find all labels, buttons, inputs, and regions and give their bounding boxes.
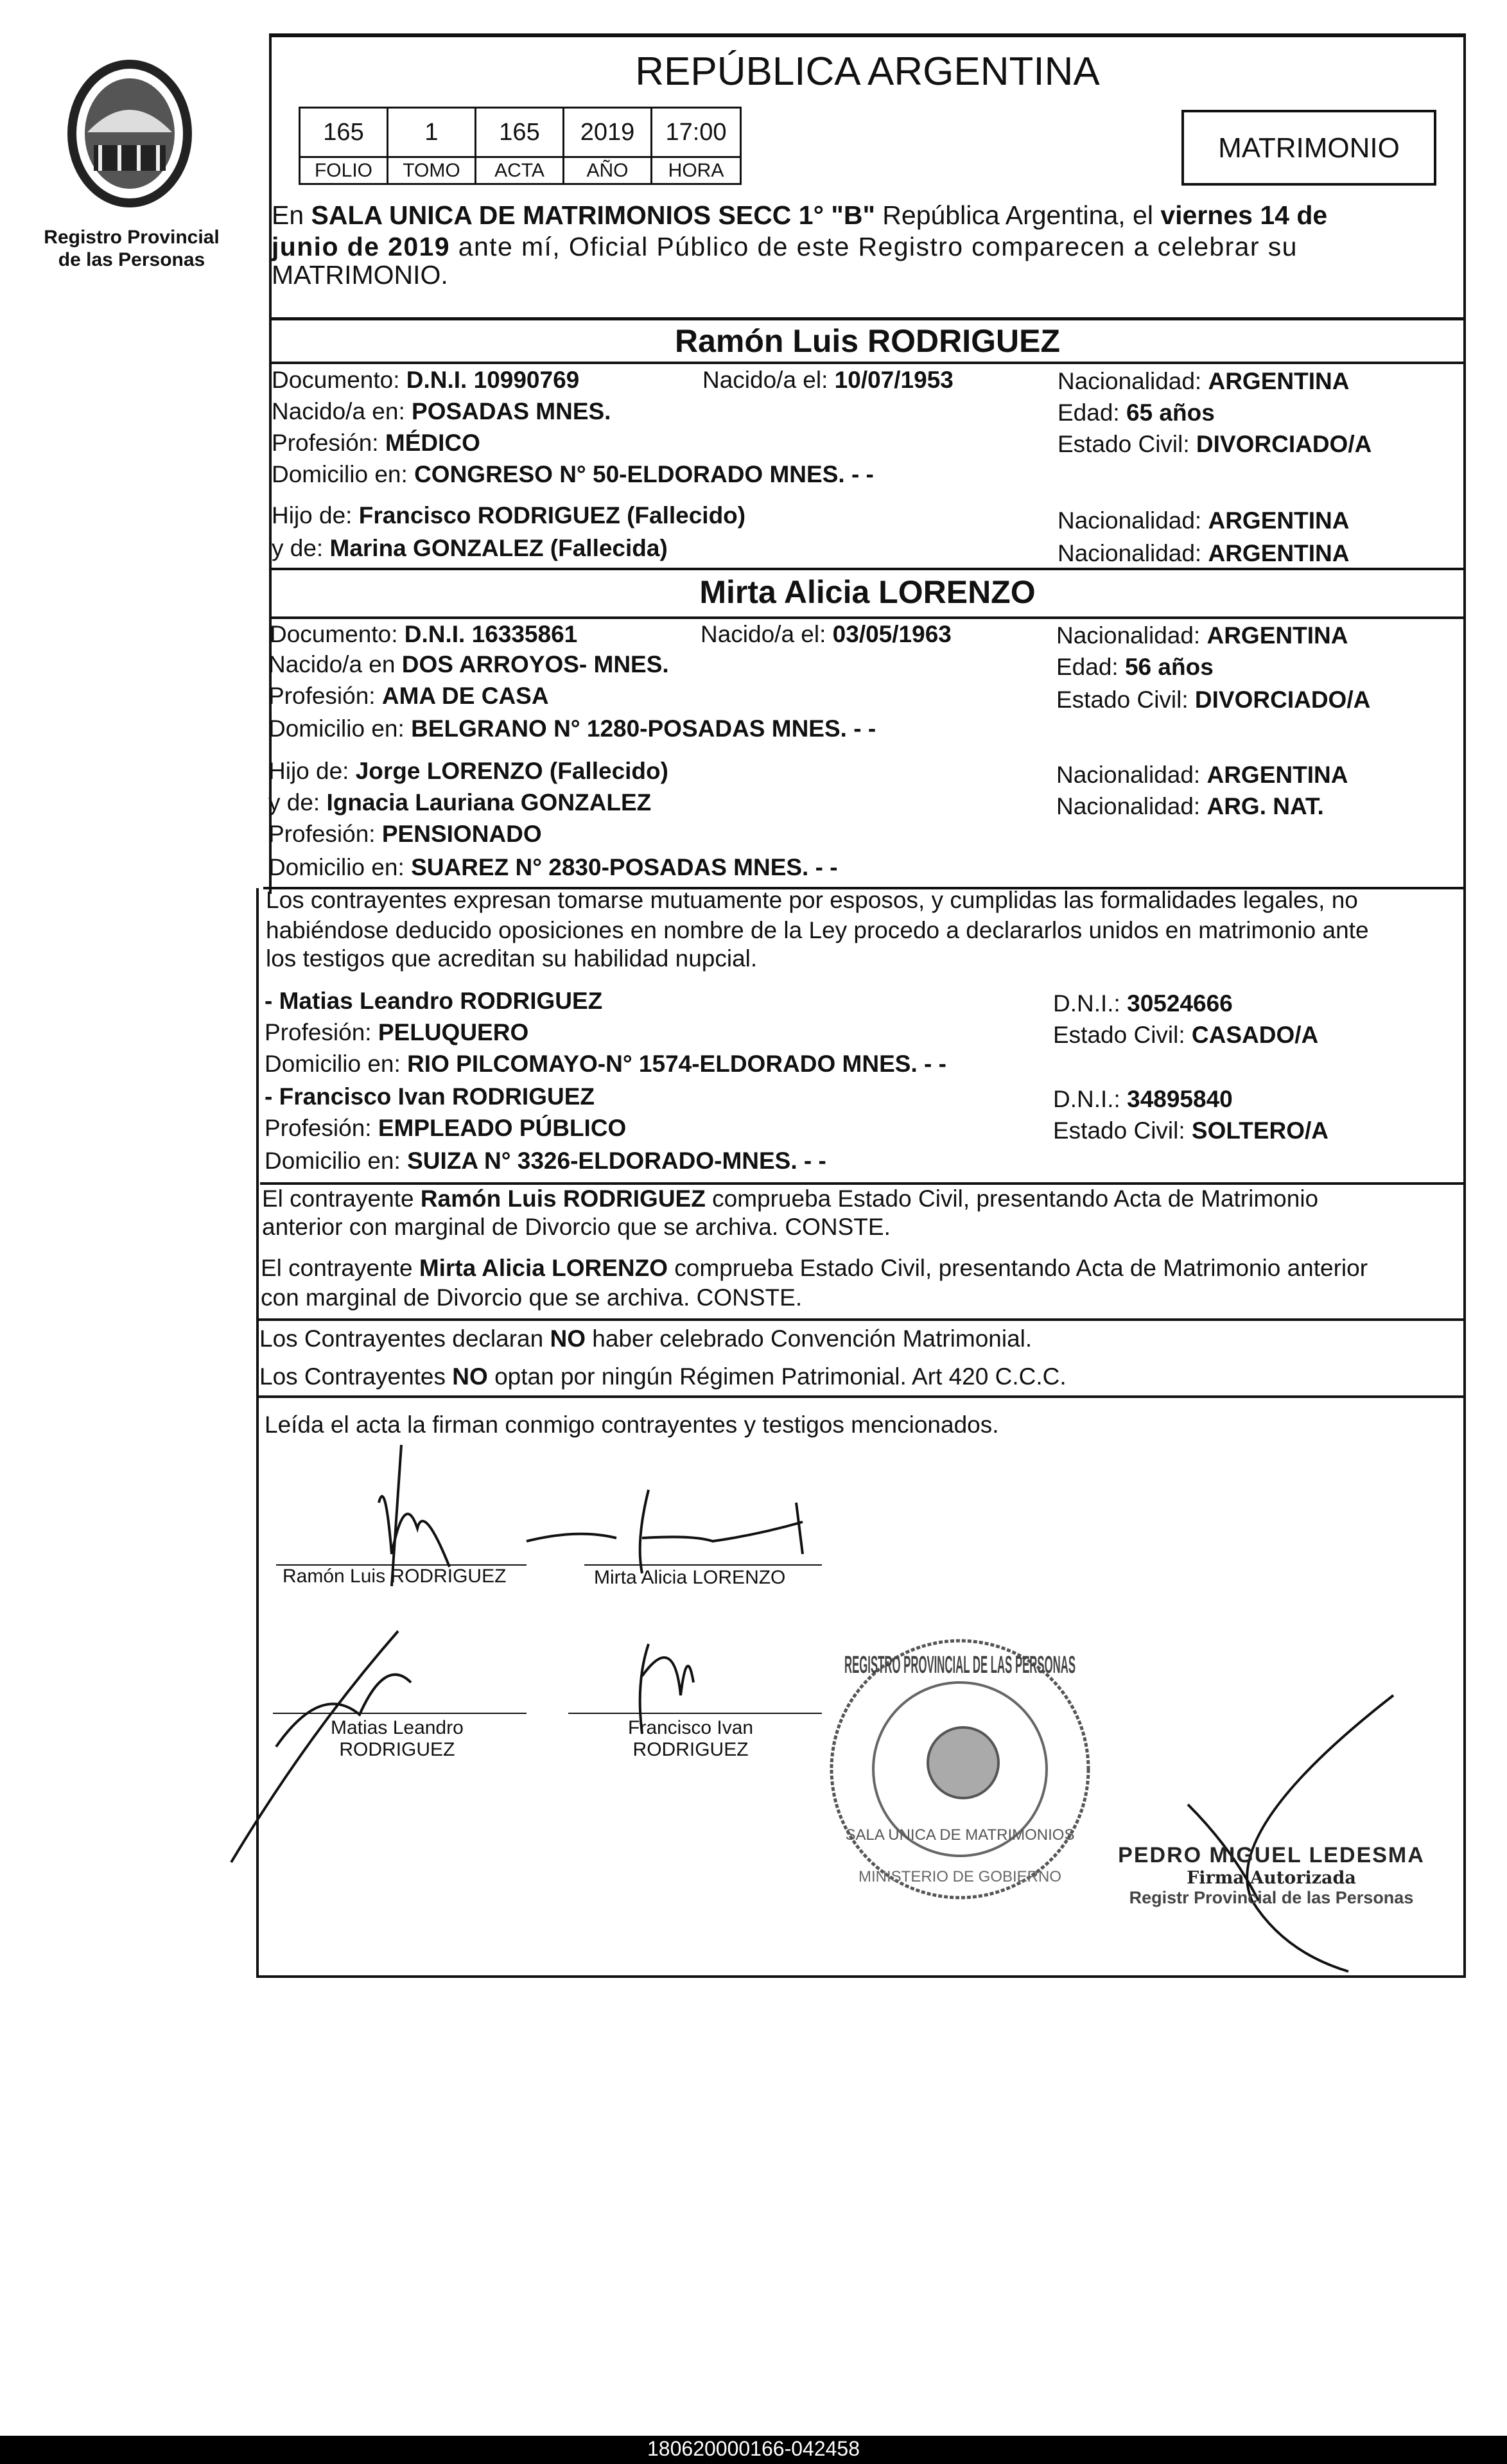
note-groom: anterior con marginal de Divorcio que se archiva. CONSTE. <box>262 1214 891 1240</box>
document-code: 180620000166-042458 <box>647 2437 860 2460</box>
groom-profession: Profesión: MÉDICO <box>272 430 480 456</box>
folio-label: FOLIO <box>299 156 388 185</box>
bride-father-nationality: Nacionalidad: ARGENTINA <box>1056 762 1348 788</box>
groom-mother-nationality: Nacionalidad: ARGENTINA <box>1058 540 1350 566</box>
tomo-value: 1 <box>387 107 476 158</box>
caption-line: de las Personas <box>58 249 205 270</box>
acta-value: 165 <box>475 107 564 158</box>
regime-note: Los Contrayentes NO optan por ningún Régimen Patrimonial. Art 420 C.C.C. <box>259 1363 1067 1390</box>
intro-line: junio de 2019 ante mí, Oficial Público de este Registro comparecen a celebrar su <box>272 232 1298 261</box>
folio-value: 165 <box>299 107 388 158</box>
seal-text: REGISTRO PROVINCIAL DE LAS PERSONAS <box>844 1652 1076 1679</box>
bride-signature-label: Mirta Alicia LORENZO <box>594 1567 786 1588</box>
note-bride: con marginal de Divorcio que se archiva. CONSTE. <box>261 1284 803 1311</box>
caption-line: Registro Provincial <box>44 227 220 248</box>
note-groom: El contrayente Ramón Luis RODRIGUEZ comprueba Estado Civil, presentando Acta de Matrimonio <box>262 1185 1319 1212</box>
witness-1-address: Domicilio en: RIO PILCOMAYO-N° 1574-ELDORADO MNES. - - <box>265 1051 946 1077</box>
witness-2-signature-label: Francisco Ivan RODRIGUEZ <box>628 1717 754 1760</box>
groom-mother: y de: Marina GONZALEZ (Fallecida) <box>272 535 668 561</box>
bride-civil-status: Estado Civil: DIVORCIADO/A <box>1056 686 1371 713</box>
witness-2-civil: Estado Civil: SOLTERO/A <box>1053 1117 1329 1144</box>
bride-age: Edad: 56 años <box>1056 654 1214 680</box>
anio-label: AÑO <box>562 156 652 185</box>
bride-nationality: Nacionalidad: ARGENTINA <box>1056 622 1348 649</box>
anio-value: 2019 <box>562 107 652 158</box>
witness-1-profession: Profesión: PELUQUERO <box>265 1019 529 1045</box>
groom-name: Ramón Luis RODRIGUEZ <box>674 323 1061 359</box>
witness-1-name: - Matias Leandro RODRIGUEZ <box>265 988 603 1014</box>
bride-mother-profession: Profesión: PENSIONADO <box>268 821 542 847</box>
bride-mother-nationality: Nacionalidad: ARG. NAT. <box>1056 793 1324 819</box>
seal-text: SALA UNICA DE MATRIMONIOS <box>845 1826 1075 1844</box>
bride-birth-place: Nacido/a en DOS ARROYOS- MNES. <box>268 651 669 677</box>
groom-father: Hijo de: Francisco RODRIGUEZ (Fallecido) <box>272 502 746 529</box>
hora-label: HORA <box>650 156 742 185</box>
groom-father-nationality: Nacionalidad: ARGENTINA <box>1058 507 1350 534</box>
declaration-line: los testigos que acreditan su habilidad nupcial. <box>266 945 758 972</box>
note-bride: El contrayente Mirta Alicia LORENZO comprueba Estado Civil, presentando Acta de Matrimonio anterior <box>261 1255 1368 1281</box>
declaration-line: Los contrayentes expresan tomarse mutuamente por esposos, y cumplidas las formalidades legales, no <box>266 887 1358 913</box>
document-title: REPÚBLICA ARGENTINA <box>635 49 1100 94</box>
tomo-label: TOMO <box>387 156 476 185</box>
groom-age: Edad: 65 años <box>1058 399 1215 426</box>
witness-2-profession: Profesión: EMPLEADO PÚBLICO <box>265 1115 627 1141</box>
seal-text: MINISTERIO DE GOBIERNO <box>858 1868 1062 1885</box>
bride-document: Documento: D.N.I. 16335861 <box>270 621 578 647</box>
record-type-box: MATRIMONIO <box>1181 110 1436 186</box>
groom-birth-date: Nacido/a el: 10/07/1953 <box>702 367 954 393</box>
convention-note: Los Contrayentes declaran NO haber celebrado Convención Matrimonial. <box>259 1325 1032 1352</box>
groom-document: Documento: D.N.I. 10990769 <box>272 367 580 393</box>
witness-1-dni: D.N.I.: 30524666 <box>1053 990 1233 1017</box>
hora-value: 17:00 <box>650 107 742 158</box>
witness-1-signature-label: Matias Leandro RODRIGUEZ <box>331 1717 464 1760</box>
bride-address: Domicilio en: BELGRANO N° 1280-POSADAS MNES. - - <box>268 715 876 742</box>
witness-2-name: - Francisco Ivan RODRIGUEZ <box>265 1083 595 1110</box>
witness-2-address: Domicilio en: SUIZA N° 3326-ELDORADO-MNES. - - <box>265 1148 826 1174</box>
bride-name: Mirta Alicia LORENZO <box>699 574 1036 610</box>
bride-profession: Profesión: AMA DE CASA <box>268 683 549 709</box>
groom-nationality: Nacionalidad: ARGENTINA <box>1058 368 1350 394</box>
bride-birth-date: Nacido/a el: 03/05/1963 <box>701 621 952 647</box>
declaration-line: habiéndose deducido oposiciones en nombre de la Ley procedo a declararlos unidos en matrimonio ante <box>266 917 1369 943</box>
groom-signature-label: Ramón Luis RODRIGUEZ <box>283 1566 507 1587</box>
groom-birth-place: Nacido/a en: POSADAS MNES. <box>272 398 611 424</box>
official-seal <box>825 1634 1095 1904</box>
official-stamp: PEDRO MIGUEL LEDESMA Firma Autorizada Registr Provincial de las Personas <box>1118 1843 1425 1907</box>
groom-civil-status: Estado Civil: DIVORCIADO/A <box>1058 431 1372 457</box>
witness-2-dni: D.N.I.: 34895840 <box>1053 1086 1233 1112</box>
intro-line: En SALA UNICA DE MATRIMONIOS SECC 1° "B" República Argentina, el viernes 14 de <box>272 200 1328 230</box>
bride-mother: y de: Ignacia Lauriana GONZALEZ <box>268 789 652 816</box>
groom-address: Domicilio en: CONGRESO N° 50-ELDORADO MNES. - - <box>272 461 874 487</box>
bride-mother-address: Domicilio en: SUAREZ N° 2830-POSADAS MNES. - - <box>268 854 838 880</box>
witness-1-civil: Estado Civil: CASADO/A <box>1053 1022 1319 1048</box>
intro-line: MATRIMONIO. <box>272 260 448 290</box>
read-statement: Leída el acta la firman conmigo contrayentes y testigos mencionados. <box>265 1411 999 1438</box>
acta-label: ACTA <box>475 156 564 185</box>
bride-father: Hijo de: Jorge LORENZO (Fallecido) <box>268 758 668 784</box>
